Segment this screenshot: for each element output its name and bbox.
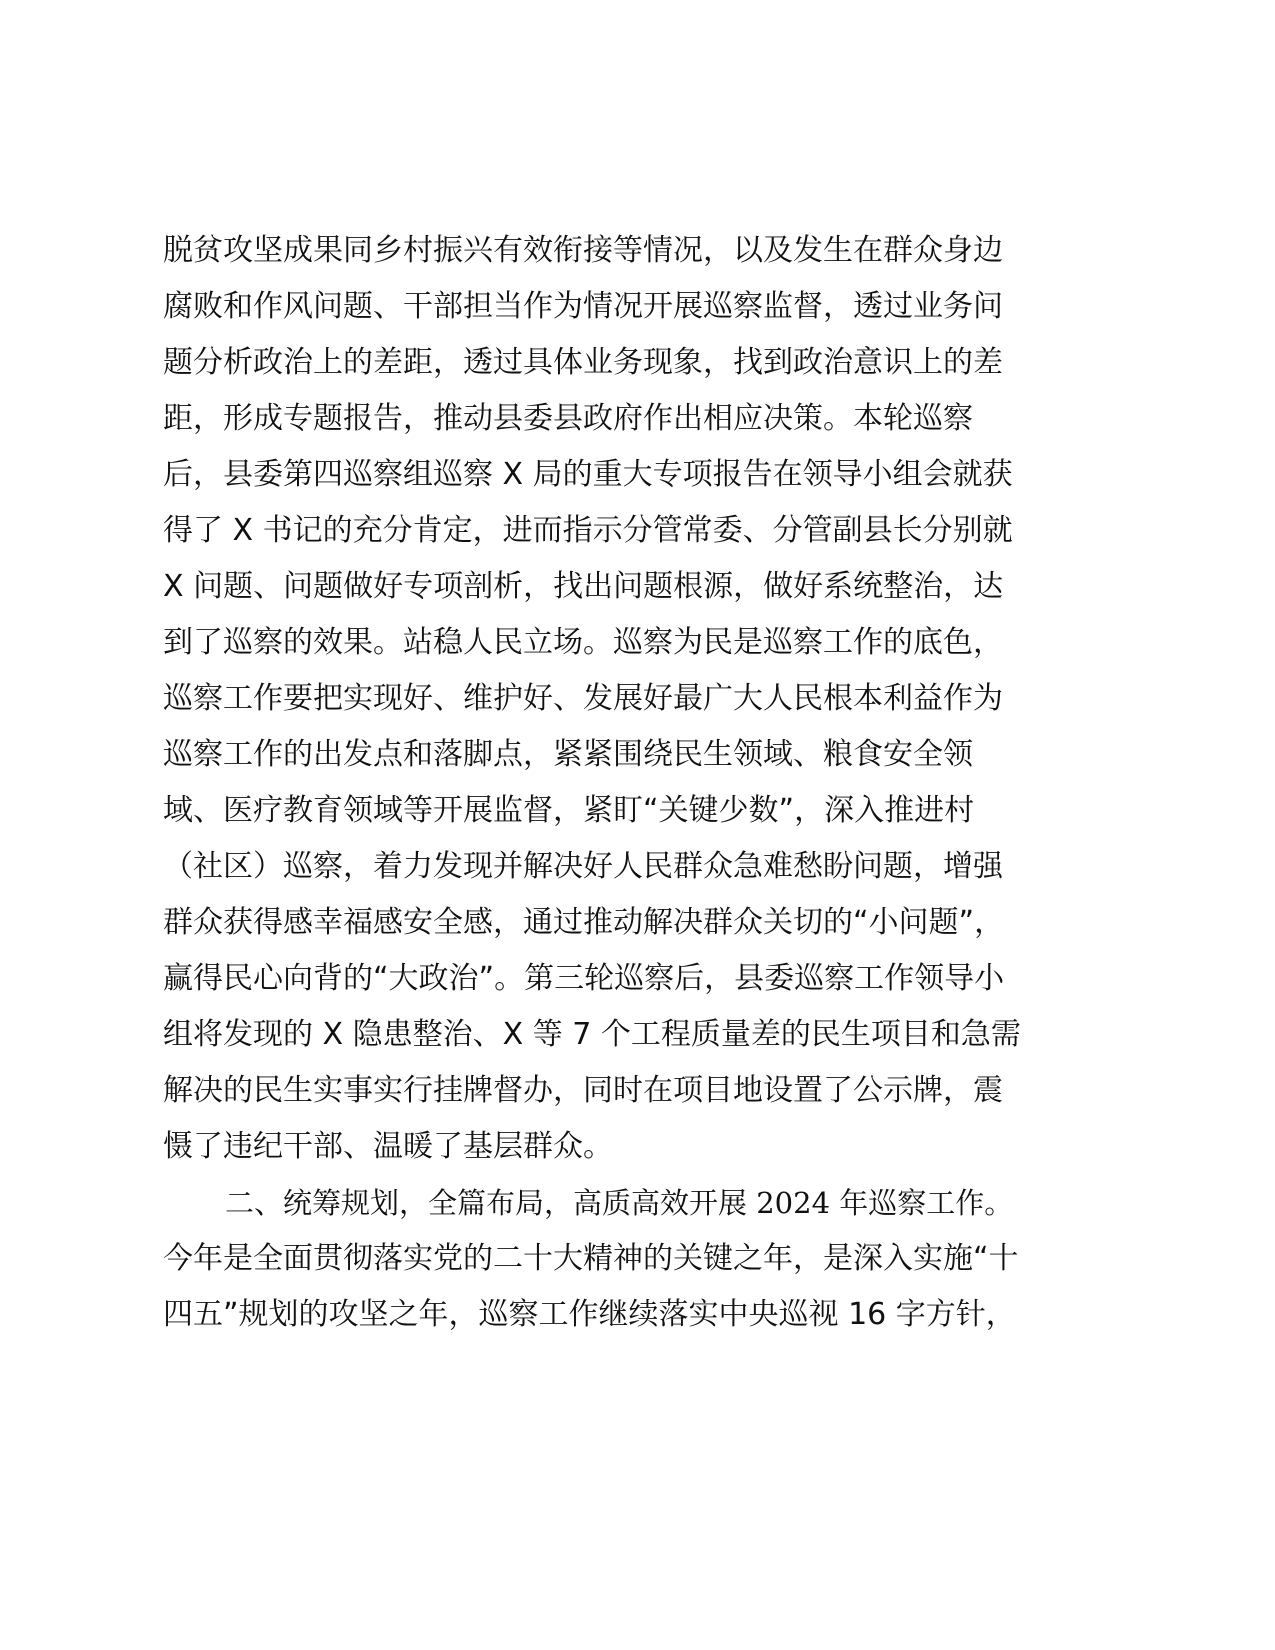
text-line: 距，形成专题报告，推动县委县政府作出相应决策。本轮巡察 [163, 401, 973, 436]
text-line: 得了 X 书记的充分肯定，进而指示分管常委、分管副县长分别就 [163, 513, 1013, 548]
text-line: 题分析政治上的差距，透过具体业务现象，找到政治意识上的差 [163, 345, 1003, 380]
text-line: 域、医疗教育领域等开展监督，紧盯“关键少数”，深入推进村 [163, 793, 975, 828]
text-line: 赢得民心向背的“大政治”。第三轮巡察后，县委巡察工作领导小 [163, 961, 1005, 996]
text-line: 巡察工作的出发点和落脚点，紧紧围绕民生领域、粮食安全领 [163, 737, 973, 772]
text-line: 解决的民生实事实行挂牌督办，同时在项目地设置了公示牌，震 [163, 1073, 1003, 1108]
text-line: 巡察工作要把实现好、维护好、发展好最广大人民根本利益作为 [163, 681, 1003, 716]
text-line: 慑了违纪干部、温暖了基层群众。 [163, 1129, 613, 1164]
text-line: 后，县委第四巡察组巡察 X 局的重大专项报告在领导小组会就获 [163, 457, 1013, 492]
section-heading: 二、统筹规划，全篇布局，高质高效开展 2024 年巡察工作。 [225, 1186, 1014, 1220]
text-line: （社区）巡察，着力发现并解决好人民群众急难愁盼问题，增强 [163, 849, 1003, 884]
text-line: 四五”规划的攻坚之年，巡察工作继续落实中央巡视 16 字方针， [163, 1297, 1016, 1332]
text-line: 腐败和作风问题、干部担当作为情况开展巡察监督，透过业务问 [163, 289, 1003, 324]
body-text [163, 223, 1123, 1343]
text-line: 组将发现的 X 隐患整治、X 等 7 个工程质量差的民生项目和急需 [163, 1017, 1021, 1052]
text-line: 今年是全面贯彻落实党的二十大精神的关键之年，是深入实施“十 [163, 1241, 1019, 1276]
text-line: 群众获得感幸福感安全感，通过推动解决群众关切的“小问题”， [163, 905, 1005, 940]
text-line: 脱贫攻坚成果同乡村振兴有效衔接等情况，以及发生在群众身边 [163, 233, 1003, 268]
text-line: X 问题、问题做好专项剖析，找出问题根源，做好系统整治，达 [163, 569, 1004, 604]
text-line: 到了巡察的效果。站稳人民立场。巡察为民是巡察工作的底色， [163, 625, 1003, 660]
